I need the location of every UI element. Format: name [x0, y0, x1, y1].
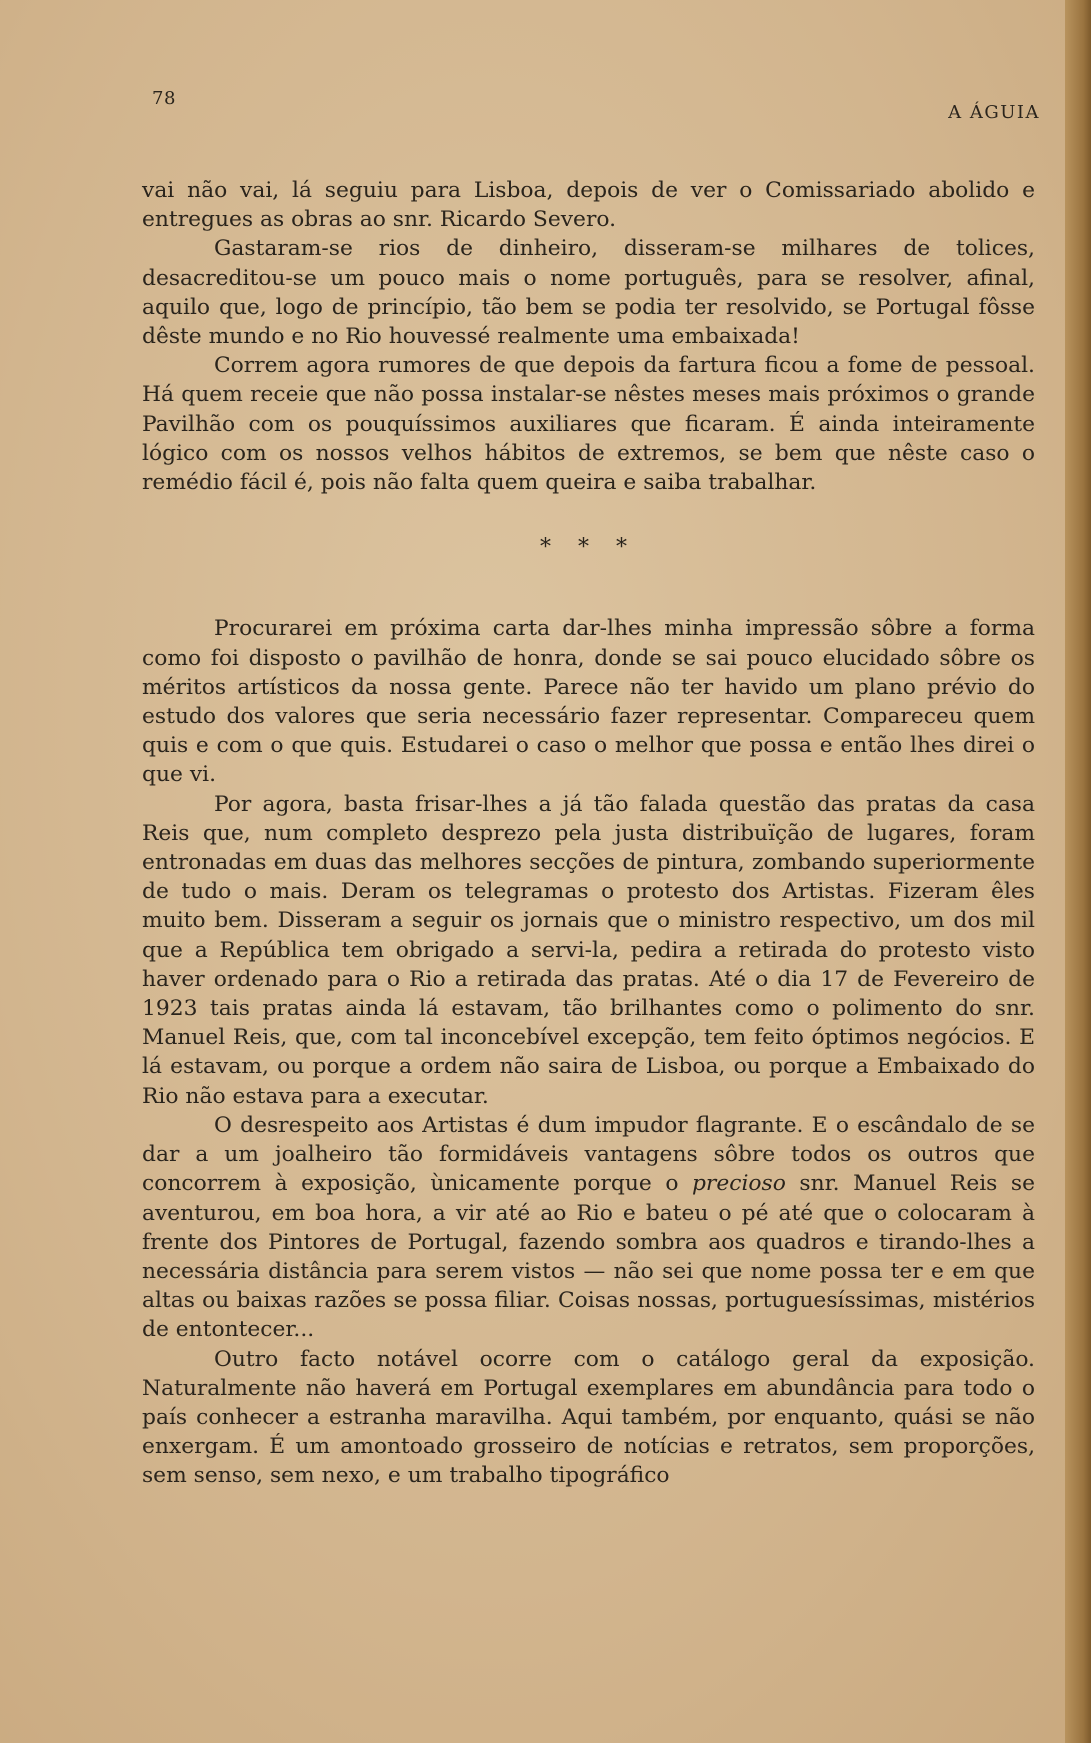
paragraph: Por agora, basta frisar-lhes a já tão falada questão das pratas da casa Reis que, num completo desprezo pela justa distribuïção de lugares, foram entronadas em duas das melhores secções de pintura, zombando superiormente de tudo o mais. Deram os telegramas o protesto dos Artistas. Fizeram êles muito bem. Disseram a seguir os jornais que o ministro respectivo, um dos mil que a República tem obrigado a servi-la, pedira a retirada do protesto visto haver ordenado para o Rio a retirada das pratas. Até o dia 17 de Fevereiro de 1923 tais pratas ainda lá estavam, tão brilhantes como o polimento do snr. Manuel Reis, que, com tal inconcebível excepção, tem feito óptimos negócios. E lá estavam, ou porque a ordem não saira de Lisboa, ou porque a Embaixado do Rio não estava para a executar. [142, 791, 1035, 1109]
page-number: 78 [152, 88, 176, 109]
paragraph: Procurarei em próxima carta dar-lhes minha impressão sôbre a forma como foi disposto o pavilhão de honra, donde se sai pouco elucidado sôbre os méritos artísticos da nossa gente. Parece não ter havido um plano prévio do estudo dos valores que seria necessário fazer representar. Compareceu quem quis e com o que quis. Estudarei o caso o melhor que possa e então lhes direi o que vi. [142, 616, 1035, 788]
paragraph: Correm agora rumores de que depois da fartura ficou a fome de pessoal. Há quem receie que não possa instalar-se nêstes meses mais próximos o grande Pavilhão com os pouquíssimos auxiliares que ficaram. É ainda inteiramente lógico com os nossos velhos hábitos de extremos, se bem que nêste caso o remédio fácil é, pois não falta quem queira e saiba trabalhar. [142, 353, 1035, 496]
running-head: A ÁGUIA [948, 102, 1040, 123]
italic-word: precioso [691, 1171, 786, 1197]
section-separator: * * * [540, 535, 637, 561]
page-edge [1065, 0, 1091, 1743]
body-text [142, 176, 1035, 1491]
page-header [152, 88, 1040, 128]
text-run: snr. Manuel Reis se aventurou, em boa hora, a vir até ao Rio e bateu o pé até que o colocaram à frente dos Pintores de Portugal, fazendo sombra aos quadros e tirando-lhes a necessária distância para serem vistos — não sei que nome possa ter e em que altas ou baixas razões se possa filiar. Coisas nossas, portuguesíssimas, mistérios de entontecer... [142, 1171, 1035, 1343]
paragraph [142, 1111, 1035, 1345]
paragraph: vai não vai, lá seguiu para Lisboa, depois de ver o Comissariado abolido e entregues as obras ao snr. Ricardo Severo. [142, 178, 1035, 233]
paragraph: Outro facto notável ocorre com o catálogo geral da exposição. Naturalmente não haverá em Portugal exemplares em abundância para todo o país conhecer a estranha maravilha. Aqui também, por enquanto, quási se não enxergam. É um amontoado grosseiro de notícias e retratos, sem proporções, sem senso, sem nexo, e um trabalho tipográfico [142, 1346, 1035, 1489]
text-run: O desrespeito aos Artistas é dum impudor flagrante. E o escândalo de se dar a um joalheiro tão formidáveis vantagens sôbre todos os outros que concorrem à exposição, ùnicamente porque o [142, 1112, 1035, 1197]
paragraph: Gastaram-se rios de dinheiro, disseram-se milhares de tolices, desacreditou-se um pouco mais o nome português, para se resolver, afinal, aquilo que, logo de princípio, tão bem se podia ter resolvido, se Portugal fôsse dêste mundo e no Rio houvessé realmente uma embaixada! [142, 236, 1035, 350]
